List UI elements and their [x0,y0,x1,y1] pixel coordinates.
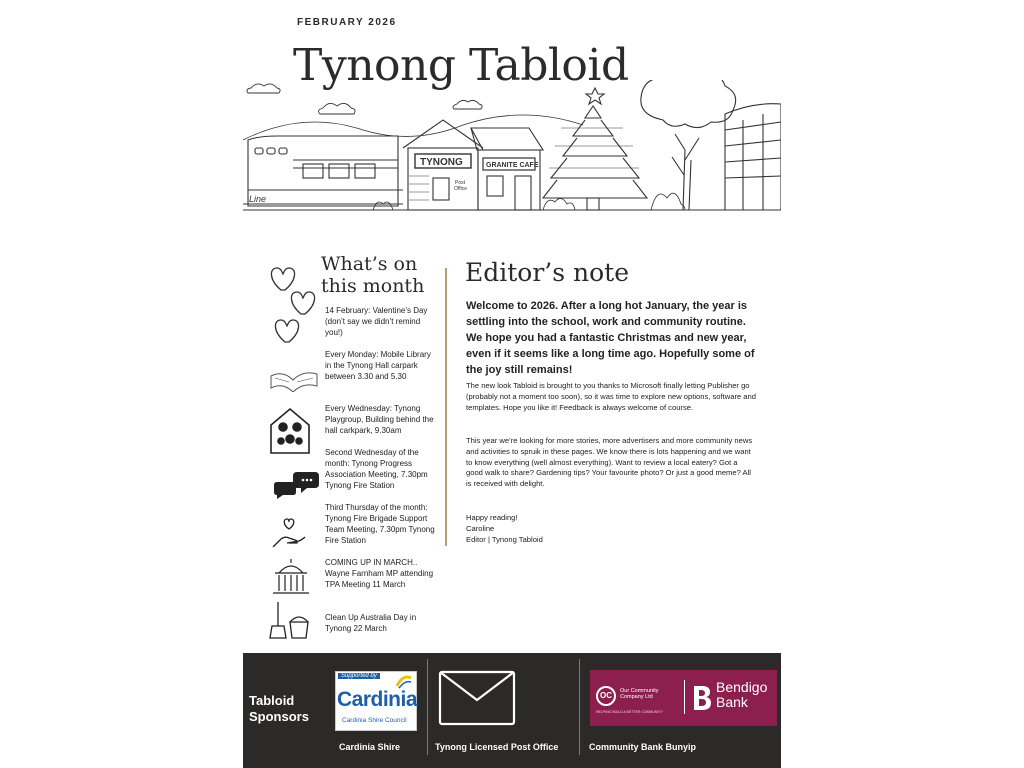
sponsors-label-line1: Tabloid [249,693,295,708]
occ-mark: OC [596,686,616,706]
bendigo-bank-logo[interactable] [590,670,777,726]
cardinia-logo[interactable] [335,671,417,731]
cardinia-name: Cardinia [337,688,418,711]
granite-cafe-illustration [471,128,543,210]
bendigo-logo-divider [684,680,685,714]
event-item: Second Wednesday of the month: Tynong Progress Association Meeting, 7.30pm Tynong Fire Station [325,448,428,490]
cardinia-supported-text: Supported by [338,673,380,679]
editors-signoff [466,513,756,545]
whats-on-line2: this month [321,275,425,297]
bendigo-b-icon [692,684,712,710]
occ-tagline: HELPING BUILD A BETTER COMMUNITY [596,710,663,714]
editors-note-heading: Editor’s note [465,258,630,287]
cloud-icon [319,103,355,114]
signoff-role: Editor | Tynong Tabloid [466,534,543,544]
post-sign-1: Post [455,180,466,186]
speech-bubbles-icon [273,470,319,500]
newsletter-title: Tynong Tabloid [293,40,629,91]
footer-divider [579,659,580,755]
newsletter-page [243,0,781,768]
whats-on-heading [321,253,424,297]
tynong-hall-illustration [403,120,483,210]
broom-bucket-icon [268,600,312,642]
event-item: COMING UP IN MARCH.. Wayne Farnham MP attending TPA Meeting 11 March [325,558,434,589]
bendigo-name [716,680,767,710]
town-illustration [243,80,781,230]
cloud-icon [247,84,280,93]
event-item: Every Wednesday: Tynong Playgroup, Building behind the hall carkpark, 9.30am [325,404,434,435]
hearts-icon [267,262,319,346]
cafe-sign: GRANITE CAFE [486,162,539,169]
envelope-icon[interactable] [437,669,517,727]
occ-text: Our Community Company Ltd [620,688,659,700]
sponsors-footer [243,653,781,768]
event-item: Every Monday: Mobile Library in the Tynong Hall carpark between 3.30 and 5.30 [325,350,431,381]
train-mark: Line [249,194,267,204]
sponsor-caption-bendigo: Community Bank Bunyip [589,742,697,752]
parliament-building-icon [271,557,311,597]
hall-sign: TYNONG [420,157,463,168]
sponsor-caption-cardinia: Cardinia Shire [339,742,401,752]
column-divider [445,268,447,546]
christmas-tree-illustration [543,88,647,210]
footer-divider [427,659,428,755]
editors-note-paragraph-2: This year we’re looking for more stories, more advertisers and more community news and activities to spruik in these pages. We know there is lots happening and we want to know everything (well almost everything). Want to review a local eatery? Got a good walk to share? Gardening tips? Your favourite photo? Or just a good meme? All is received with delight. [466,436,753,489]
cardinia-sub: Cardinia Shire Council [342,717,407,724]
playgroup-house-icon [269,405,311,455]
editors-note-paragraph-1: The new look Tabloid is brought to you thanks to Microsoft finally letting Publisher go (probably not a moment too soon), so it was time to explore new options, software and templates. Hope you like it! Feedback is always welcome of course. [466,381,756,412]
station-illustration [725,104,781,210]
open-book-icon [269,362,319,392]
cloud-icon [453,100,482,109]
issue-date: FEBRUARY 2026 [297,17,397,28]
bendigo-name-line2: Bank [716,694,748,710]
sponsors-label [249,693,309,725]
bendigo-name-line1: Bendigo [716,679,768,695]
event-item: Third Thursday of the month: Tynong Fire Brigade Support Team Meeting, 7.30pm Tynong Fire Station [325,503,435,545]
signoff-name: Caroline [466,523,495,533]
whats-on-line1: What’s on [321,253,418,275]
sponsors-label-line2: Sponsors [249,709,309,724]
event-item: Clean Up Australia Day in Tynong 22 March [325,613,417,633]
event-item: 14 February: Valentine’s Day (don’t say we didn’t remind you!) [325,306,428,337]
post-sign-2: Office [454,186,467,192]
gum-tree-illustration [641,80,736,210]
sponsor-caption-post-office: Tynong Licensed Post Office [435,742,559,752]
signoff-line: Happy reading! [466,513,518,522]
train-illustration [243,136,781,210]
editors-note-lead: Welcome to 2026. After a long hot January, the year is settling into the school, work and community routine. We hope you had a fantastic Christmas and new year, even if it seems like a long time ago. Hopefully some of the joy still remains! [466,300,755,376]
heart-hand-icon [271,517,307,551]
